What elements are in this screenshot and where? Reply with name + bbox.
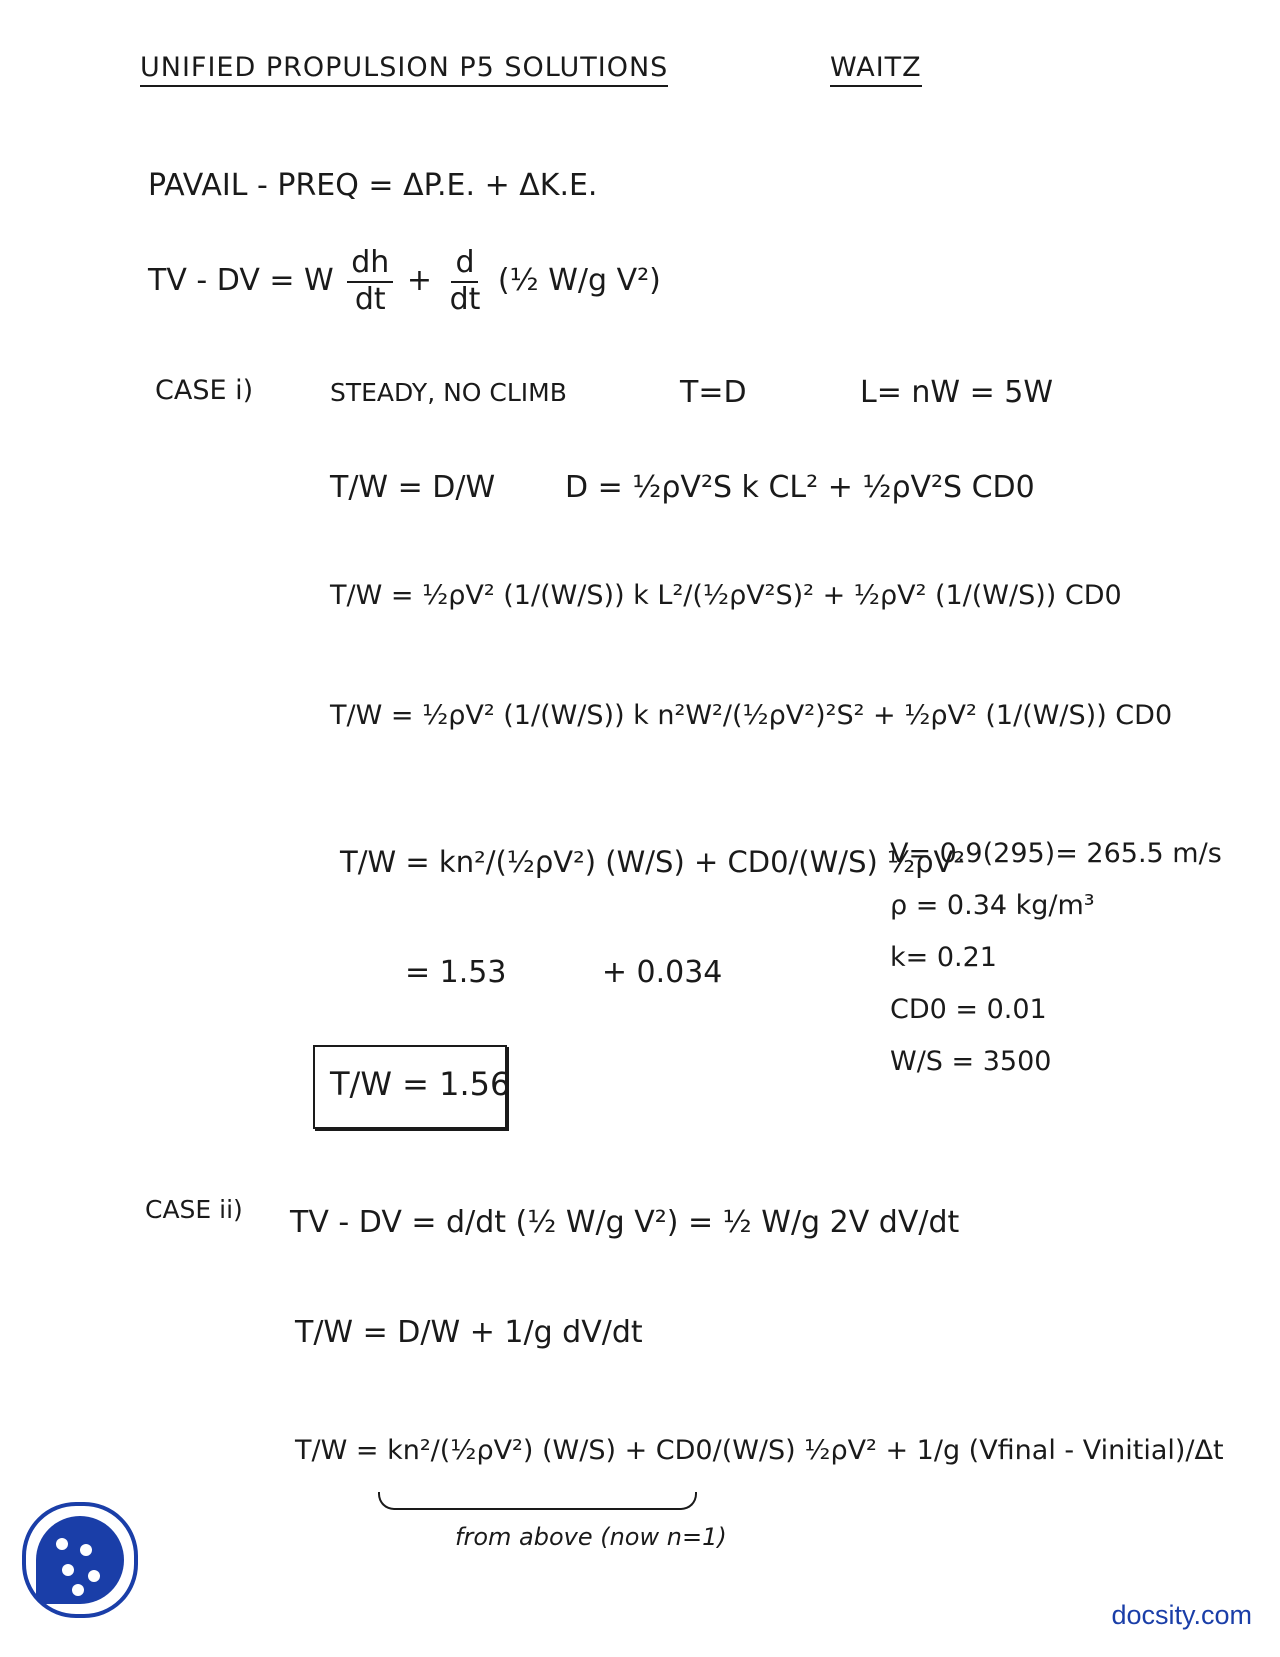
power-eq-lhs: TV - DV = W (148, 263, 334, 298)
page-title: UNIFIED PROPULSION P5 SOLUTIONS (140, 52, 668, 87)
author-name: WAITZ (830, 52, 922, 87)
dt-label-2: dt (449, 281, 481, 317)
case2-label: CASE ii) (145, 1195, 243, 1224)
plus-sign: + (406, 263, 433, 298)
energy-balance-eq: PAVAIL - PREQ = ΔP.E. + ΔK.E. (148, 168, 598, 203)
given-velocity: V= 0.9(295)= 265.5 m/s (890, 838, 1222, 869)
d-label: d (451, 246, 478, 283)
tw-dw-eq: T/W = D/W (330, 470, 496, 505)
brand-link[interactable]: docsity.com (1111, 1600, 1252, 1630)
given-density: ρ = 0.34 kg/m³ (890, 890, 1095, 921)
dh-dt-frac (347, 246, 393, 317)
given-cd0: CD0 = 0.01 (890, 994, 1047, 1025)
givens-list (890, 828, 1222, 1088)
given-k: k= 0.21 (890, 942, 997, 973)
case1-line4: T/W = ½ρV² (1/(W/S)) k n²W²/(½ρV²)²S² + ½ρV² (1/(W/S)) CD0 (330, 700, 1173, 731)
result-value: T/W = 1.56 (330, 1065, 511, 1103)
brace-note: from above (now n=1) (455, 1523, 727, 1551)
drag-eq: D = ½ρV²S k CL² + ½ρV²S CD0 (565, 470, 1035, 505)
given-wing-loading: W/S = 3500 (890, 1046, 1052, 1077)
case2-line3: T/W = kn²/(½ρV²) (W/S) + CD0/(W/S) ½ρV² + 1/g (Vfinal - Vinitial)/Δt (295, 1435, 1224, 1466)
lift-eq: L= nW = 5W (860, 375, 1054, 410)
dh-label: dh (347, 246, 393, 283)
thrust-equals-drag: T=D (680, 375, 747, 410)
case1-label: CASE i) (155, 375, 254, 406)
docsity-logo-icon (22, 1502, 138, 1618)
case2-line2: T/W = D/W + 1/g dV/dt (295, 1315, 643, 1350)
case1-values: = 1.53 + 0.034 (405, 955, 723, 990)
d-dt-frac (446, 246, 485, 317)
case1-line3: T/W = ½ρV² (1/(W/S)) k L²/(½ρV²S)² + ½ρV² (1/(W/S)) CD0 (330, 580, 1122, 611)
dt-label: dt (354, 281, 386, 317)
power-eq (148, 246, 661, 317)
kinetic-term: (½ W/g V²) (497, 263, 661, 298)
case1-desc: STEADY, NO CLIMB (330, 378, 567, 407)
case2-line1: TV - DV = d/dt (½ W/g V²) = ½ W/g 2V dV/dt (290, 1205, 960, 1240)
underbrace (378, 1492, 697, 1510)
case1-line5: T/W = kn²/(½ρV²) (W/S) + CD0/(W/S) ½ρV² (340, 845, 965, 879)
